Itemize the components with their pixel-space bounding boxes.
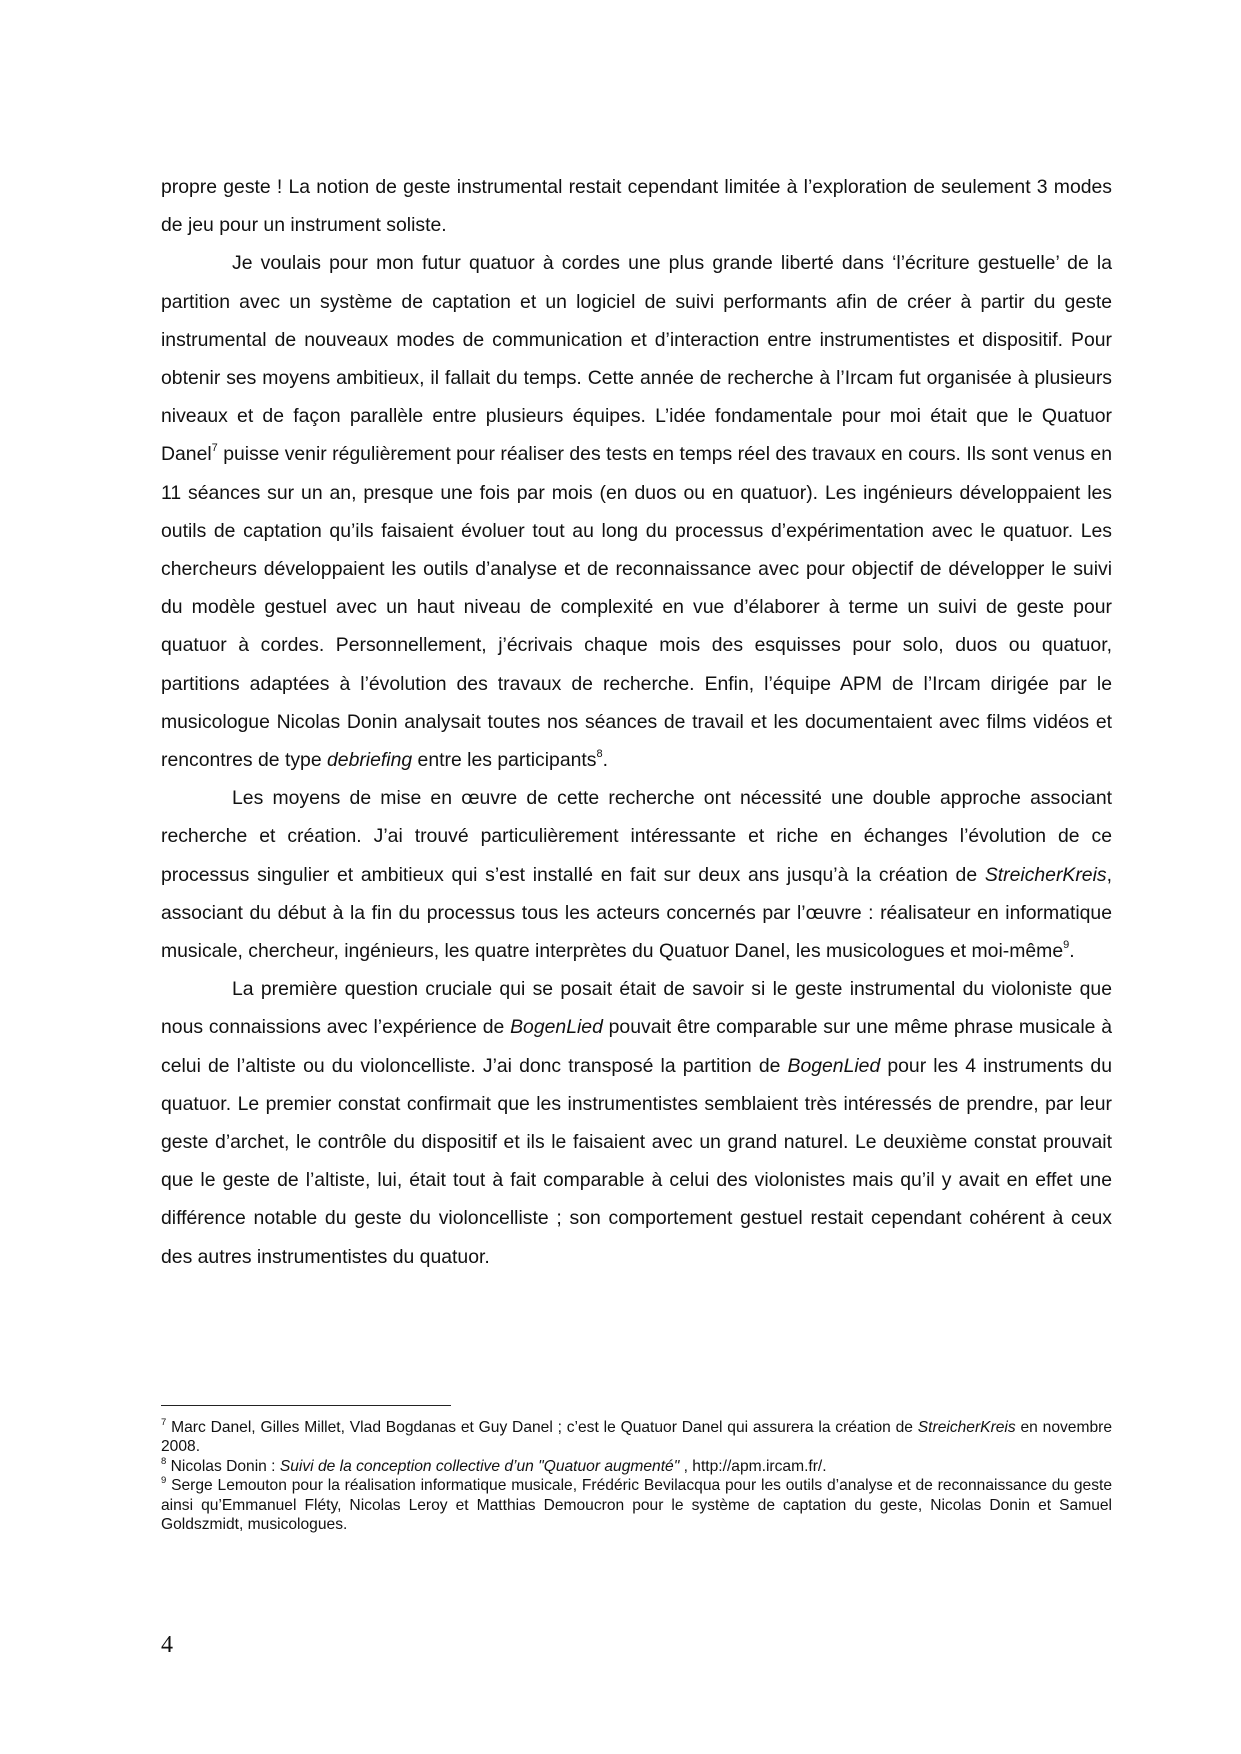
- footnote-text: Marc Danel, Gilles Millet, Vlad Bogdanas et Guy Danel ; c’est le Quatuor Danel qui assurera la création de: [166, 1419, 918, 1436]
- footnote-9: [161, 1476, 1112, 1534]
- footnote-text: Nicolas Donin :: [166, 1457, 280, 1475]
- paragraph-text: pour les 4 instruments du quatuor. Le premier constat confirmait que les instrumentistes semblaient très intéressés de prendre, par leur geste d’archet, le contrôle du dispositif et ils le faisaient avec un grand naturel. Le deuxième constat prouvait que le geste de l’altiste, lui, était tout à fait comparable à celui des violonistes mais qu’il y avait en effet une différence notable du geste du violoncelliste ; son comportement gestuel restait cependant cohérent à ceux des autres instrumentistes du quatuor.: [161, 1054, 1112, 1268]
- footnote-text: Serge Lemouton pour la réalisation informatique musicale, Frédéric Bevilacqua pour les outils d’analyse et de reconnaissance du geste ainsi qu’Emmanuel Fléty, Nicolas Leroy et Matthias Demoucron pour le système de captation du geste, Nicolas Donin et Samuel Goldszmidt, musicologues.: [161, 1477, 1112, 1534]
- paragraph-text: , associant du début à la fin du processus tous les acteurs concernés par l’œuvre : réalisateur en informatique musicale, chercheur, ingénieurs, les quatre interprètes du Quatuor Danel, les musicologues et moi-même: [161, 863, 1112, 963]
- paragraph-text: Je voulais pour mon futur quatuor à cordes une plus grande liberté dans ‘l’écriture gestuelle’ de la partition avec un système de captation et un logiciel de suivi performants afin de créer à partir du geste instrumental de nouveaux modes de communication et d’interaction entre instrumentistes et dispositif. Pour obtenir ses moyens ambitieux, il fallait du temps. Cette année de recherche à l’Ircam fut organisée à plusieurs niveaux et de façon parallèle entre plusieurs équipes. L’idée fondamentale pour moi était que le Quatuor Danel: [161, 252, 1112, 466]
- footnote-text: en novembre 2008.: [161, 1419, 1113, 1456]
- page-number: 4: [161, 1632, 173, 1658]
- paragraph-2: [161, 244, 1112, 779]
- footnote-ref-8[interactable]: 8: [596, 747, 603, 760]
- italic-title: Suivi de la conception collective d’un "Quatuor augmenté": [279, 1457, 680, 1475]
- paragraph-text: entre les participants: [412, 749, 597, 772]
- footnote-number: 8: [161, 1455, 167, 1467]
- paragraph-4: [161, 970, 1112, 1276]
- footnote-ref-7[interactable]: 7: [211, 441, 218, 454]
- footnote-number: 9: [161, 1475, 167, 1487]
- footnote-number: 7: [161, 1416, 167, 1428]
- footnote-8: [161, 1457, 1112, 1476]
- paragraph-text: .: [602, 749, 608, 772]
- paragraph-text: pouvait être comparable sur une même phrase musicale à celui de l’altiste ou du violoncelliste. J’ai donc transposé la partition de: [161, 1016, 1112, 1077]
- footnote-7: [161, 1418, 1112, 1457]
- italic-title: BogenLied: [510, 1016, 603, 1039]
- paragraph-text: propre geste ! La notion de geste instrumental restait cependant limitée à l’exploration de seulement 3 modes de jeu pour un instrument soliste.: [161, 176, 1112, 237]
- paragraph-text: Les moyens de mise en œuvre de cette recherche ont nécessité une double approche associant recherche et création. J’ai trouvé particulièrement intéressante et riche en échanges l’évolution de ce processus singulier et ambitieux qui s’est installé en fait sur deux ans jusqu’à la création de: [161, 787, 1112, 886]
- footnote-ref-9[interactable]: 9: [1063, 938, 1070, 951]
- footnotes: [161, 1418, 1112, 1534]
- italic-title: StreicherKreis: [917, 1419, 1016, 1436]
- footnote-divider: [161, 1405, 451, 1406]
- italic-term: debriefing: [327, 749, 413, 772]
- paragraph-text: La première question cruciale qui se posait était de savoir si le geste instrumental du violoniste que nous connaissions avec l’expérience de: [161, 978, 1112, 1039]
- paragraph-text: puisse venir régulièrement pour réaliser des tests en temps réel des travaux en cours. Ils sont venus en 11 séances sur un an, presque une fois par mois (en duos ou en quatuor). Les ingénieurs développaient les outils de captation qu’ils faisaient évoluer tout au long du processus d’expérimentation avec le quatuor. Les chercheurs développaient les outils d’analyse et de reconnaissance avec pour objectif de développer le suivi du modèle gestuel avec un haut niveau de complexité en vue d’élaborer à terme un suivi de geste pour quatuor à cordes. Personnellement, j’écrivais chaque mois des esquisses pour solo, duos ou quatuor, partitions adaptées à l’évolution des travaux de recherche. Enfin, l’équipe APM de l’Ircam dirigée par le musicologue Nicolas Donin analysait toutes nos séances de travail et les documentaient avec films vidéos et rencontres de type: [161, 443, 1112, 772]
- paragraph-text: .: [1069, 940, 1075, 963]
- paragraph-continuation: [161, 168, 1112, 244]
- italic-title: BogenLied: [787, 1054, 881, 1077]
- footnote-text: , http://apm.ircam.fr/.: [679, 1457, 827, 1475]
- body-text: [161, 168, 1112, 1276]
- paragraph-3: [161, 779, 1112, 970]
- italic-title: StreicherKreis: [984, 863, 1107, 886]
